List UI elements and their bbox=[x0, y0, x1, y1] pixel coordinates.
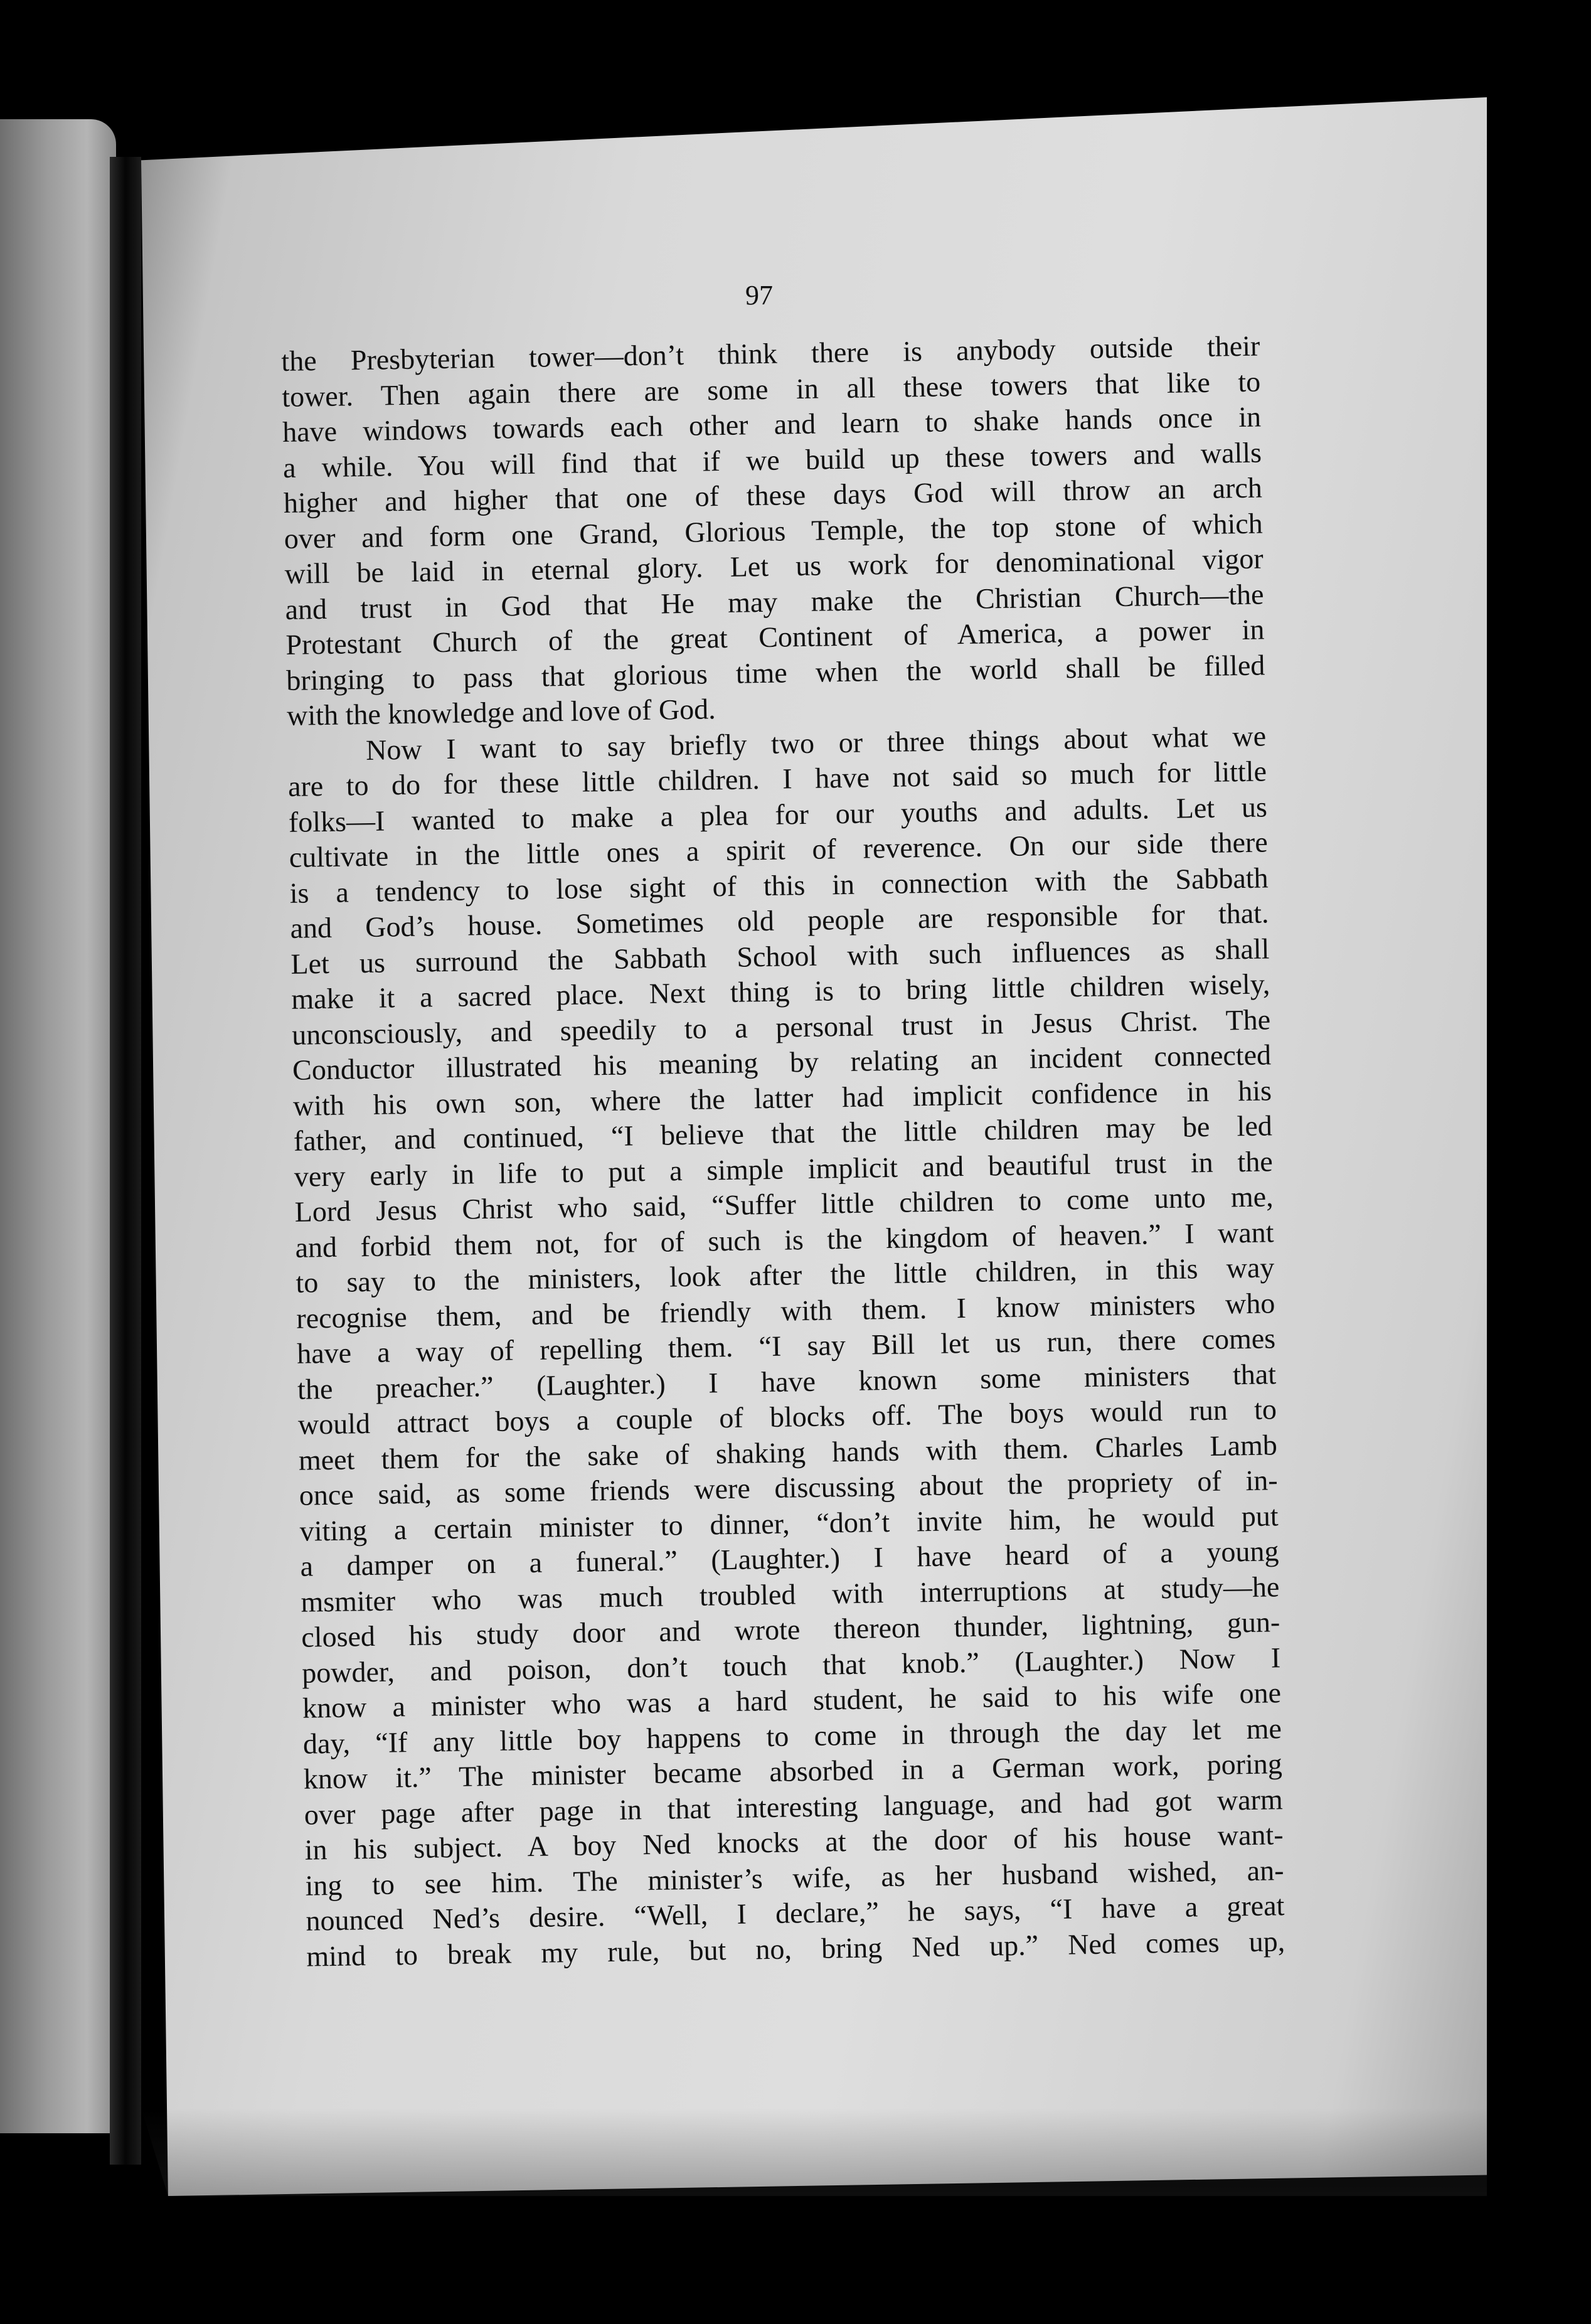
text-line: have a way of repelling them. “I say Bill let us run, there comes bbox=[296, 1322, 1276, 1370]
text-line: day, “If any little boy happens to come in through the day let me bbox=[302, 1712, 1282, 1760]
text-line: higher and higher that one of these days God will throw an arch bbox=[283, 471, 1263, 519]
text-line: Protestant Church of the great Continent of America, a power in bbox=[285, 613, 1265, 661]
text-line: closed his study door and wrote thereon thunder, lightning, gun- bbox=[301, 1606, 1280, 1653]
text-line: bringing to pass that glorious time when the world shall be filled bbox=[286, 648, 1265, 696]
book-gutter bbox=[110, 157, 141, 2165]
text-line: msmiter who was much troubled with interruptions at study—he bbox=[301, 1570, 1280, 1618]
text-line: will be laid in eternal glory. Let us work for denominational vigor bbox=[284, 542, 1264, 590]
text-line: make it a sacred place. Next thing is to bring little children wisely, bbox=[291, 967, 1270, 1015]
text-line: the preacher.” (Laughter.) I have known some ministers that bbox=[297, 1357, 1277, 1405]
page-number: 97 bbox=[745, 280, 773, 311]
text-line: know a minister who was a hard student, he said to his wife one bbox=[302, 1676, 1282, 1724]
page-shadow bbox=[141, 2108, 1487, 2196]
text-line: Conductor illustrated his meaning by relating an incident connected bbox=[292, 1038, 1272, 1086]
text-line: unconsciously, and speedily to a personal trust in Jesus Christ. The bbox=[291, 1003, 1271, 1051]
text-line: father, and continued, “I believe that the little children may be led bbox=[293, 1109, 1273, 1157]
text-line: tower. Then again there are some in all these towers that like to bbox=[281, 365, 1261, 413]
text-line: and God’s house. Sometimes old people are responsible for that. bbox=[290, 897, 1269, 944]
text-line: with his own son, where the latter had implicit confidence in his bbox=[292, 1074, 1272, 1122]
text-line: with the knowledge and love of God. bbox=[286, 693, 716, 732]
text-line: nounced Ned’s desire. “Well, I declare,” he says, “I have a great bbox=[306, 1889, 1285, 1937]
text-line: a damper on a funeral.” (Laughter.) I have heard of a young bbox=[300, 1535, 1279, 1582]
text-line: a while. You will find that if we build up these towers and walls bbox=[282, 435, 1262, 484]
text-line: cultivate in the little ones a spirit of reverence. On our side there bbox=[289, 826, 1269, 873]
text-line: folks—I wanted to make a plea for our youths and adults. Let us bbox=[288, 790, 1268, 838]
page-text bbox=[281, 328, 1285, 1974]
text-line: meet them for the sake of shaking hands with them. Charles Lamb bbox=[298, 1428, 1278, 1476]
text-line: viting a certain minister to dinner, “don’t invite him, he would put bbox=[299, 1499, 1279, 1547]
text-line: is a tendency to lose sight of this in connection with the Sabbath bbox=[289, 861, 1269, 909]
text-line: know it.” The minister became absorbed in a German work, poring bbox=[303, 1747, 1283, 1795]
text-line: would attract boys a couple of blocks off. The boys would run to bbox=[297, 1393, 1277, 1441]
text-line: Lord Jesus Christ who said, “Suffer little children to come unto me, bbox=[294, 1180, 1274, 1228]
text-line: very early in life to put a simple implicit and beautiful trust in the bbox=[294, 1144, 1274, 1193]
text-line: ing to see him. The minister’s wife, as her husband wished, an- bbox=[305, 1853, 1284, 1902]
text-line: over and form one Grand, Glorious Temple, the top stone of which bbox=[284, 506, 1264, 555]
text-line: once said, as some friends were discussing about the propriety of in- bbox=[299, 1464, 1279, 1511]
text-line: recognise them, and be friendly with them. I know ministers who bbox=[295, 1286, 1275, 1335]
text-line: mind to break my rule, but no, bring Ned up.” Ned comes up, bbox=[306, 1924, 1285, 1973]
text-line: in his subject. A boy Ned knocks at the door of his house want- bbox=[304, 1818, 1284, 1866]
text-line: Now I want to say briefly two or three things about what we bbox=[365, 719, 1267, 766]
text-line: have windows towards each other and learn to shake hands once in bbox=[282, 400, 1262, 448]
text-line: and trust in God that He may make the Christian Church—the bbox=[285, 577, 1264, 626]
text-line: and forbid them not, for of such is the kingdom of heaven.” I want bbox=[295, 1215, 1274, 1264]
previous-page-edge bbox=[0, 119, 116, 2133]
text-line: the Presbyterian tower—don’t think there is anybody outside their bbox=[281, 329, 1260, 377]
text-line: powder, and poison, don’t touch that knob.” (Laughter.) Now I bbox=[301, 1641, 1281, 1689]
text-line: to say to the ministers, look after the little children, in this way bbox=[295, 1251, 1275, 1299]
text-line: are to do for these little children. I have not said so much for little bbox=[287, 755, 1267, 802]
text-line: over page after page in that interesting language, and had got warm bbox=[304, 1783, 1284, 1831]
text-line: Let us surround the Sabbath School with such influences as shall bbox=[290, 932, 1270, 980]
